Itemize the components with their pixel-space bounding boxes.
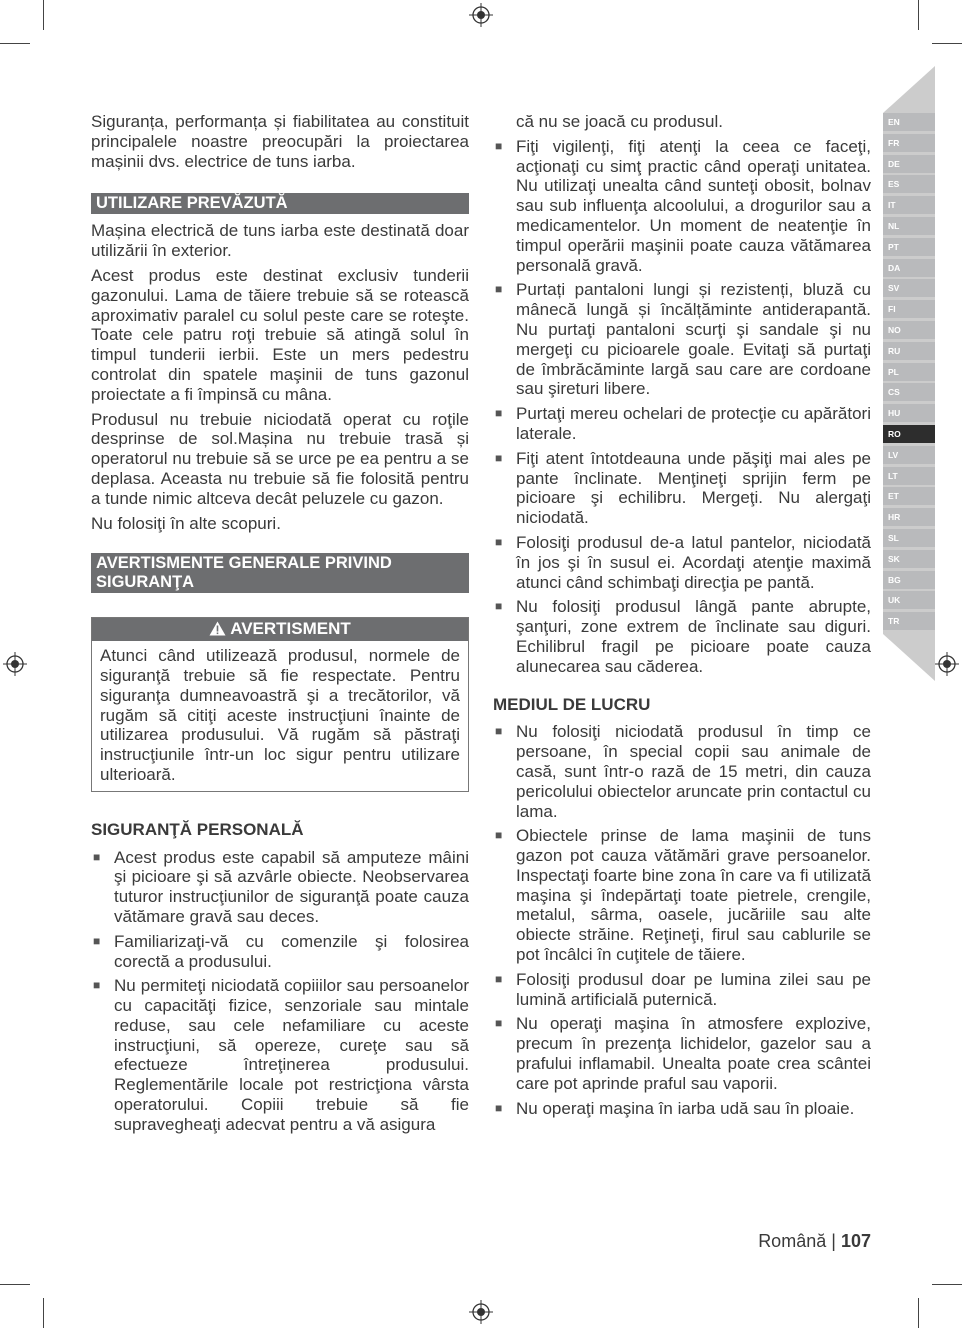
tab-da[interactable]: DA	[883, 259, 935, 277]
tab-pl[interactable]: PL	[883, 363, 935, 381]
bullet-square-icon: ■	[495, 724, 503, 739]
list-item: ■ Purtaţi mereu ochelari de protecţie cu apărători laterale.	[495, 404, 871, 443]
page-footer	[758, 1231, 871, 1252]
tab-lt[interactable]: LT	[883, 467, 935, 485]
crop-mark	[918, 0, 919, 30]
personal-safety-list-continued	[493, 137, 871, 677]
list-item: ■ Acest produs este capabil să amputeze mâini şi picioare şi să azvârle obiecte. Neobservarea tuturor instrucţiunilor de siguranţă poate cauza vătămare gravă sau deces.	[93, 847, 469, 926]
tab-no[interactable]: NO	[883, 321, 935, 339]
list-item: ■ Obiectele prinse de lama maşinii de tuns gazon pot cauza vătămări grave persoanelor. Inspectaţi foarte bine zona în care va fi utilizată maşina şi îndepărtaţi toate pietrele, crengile, metalul, sârma, oasele, jucăriile sau alte obiecte străine. Reţineţi, firul sau cablurile se pot încâlci în cuţitele de tăiere.	[495, 826, 871, 965]
bullet-square-icon: ■	[495, 138, 503, 153]
tab-tr[interactable]: TR	[883, 612, 935, 630]
tab-hu[interactable]: HU	[883, 404, 935, 422]
list-item: ■ Fiţi atent întotdeauna unde păşiţi mai ales pe pante înclinate. Menţineţi sprijin ferm pe picioare şi echilibru. Mergeţi. Nu alergaţi niciodată.	[495, 448, 871, 528]
bullet-square-icon: ■	[495, 1016, 503, 1031]
list-item: ■ Nu operaţi maşina în iarba udă sau în ploaie.	[495, 1098, 855, 1118]
bullet-square-icon: ■	[93, 933, 101, 948]
tab-pt[interactable]: PT	[883, 238, 935, 256]
list-item: ■ Nu permiteţi niciodată copiiilor sau persoanelor cu capacităţi fizice, senzoriale sau mintale reduse, sau cele nefamiliare cu aceste instrucţiuni, să opereze, cureţe sau să efectueze întreţinerea produsului. Reglementările locale pot restricţiona vârsta operatorului. Copiii trebuie să fie supravegheaţi adecvat pentru a vă asigura	[93, 976, 469, 1134]
bullet-square-icon: ■	[495, 282, 503, 297]
registration-mark-icon	[469, 1300, 493, 1324]
right-column	[493, 112, 871, 1123]
crop-mark	[932, 43, 962, 44]
continued-text: că nu se joacă cu produsul.	[516, 112, 723, 131]
bullet-square-icon: ■	[495, 599, 503, 614]
subheading-personal-safety: SIGURANŢĂ PERSONALĂ	[91, 819, 304, 839]
registration-mark-icon	[3, 652, 27, 676]
bullet-square-icon: ■	[495, 828, 503, 843]
tab-fi[interactable]: FI	[883, 300, 935, 318]
list-item: ■ Nu folosiţi produsul lângă pante abrupte, şanţuri, zone extrem de înclinate sau diguri. Echilibrul fragil pe picioare poate cauza alunecarea sau căderea.	[495, 597, 871, 676]
page-number: 107	[840, 1231, 871, 1251]
personal-safety-list	[91, 848, 469, 1135]
tab-es[interactable]: ES	[883, 175, 935, 193]
crop-mark	[932, 1284, 962, 1285]
warning-triangle-icon	[209, 621, 226, 636]
tab-sl[interactable]: SL	[883, 529, 935, 547]
list-item: ■ Familiarizaţi-vă cu comenzile şi folosirea corectă a produsului.	[93, 931, 469, 971]
bullet-square-icon: ■	[93, 849, 101, 864]
crop-mark	[43, 1298, 44, 1328]
tab-bg[interactable]: BG	[883, 571, 935, 589]
work-area-list	[493, 722, 871, 1118]
tab-fr[interactable]: FR	[883, 134, 935, 152]
footer-language: Română	[758, 1231, 827, 1251]
paragraph: Mașina electrică de tuns iarba este destinată doar utilizării în exterior.	[91, 221, 469, 261]
tab-lv[interactable]: LV	[883, 446, 935, 464]
subheading-work-area: MEDIUL DE LUCRU	[493, 694, 651, 714]
section-heading-general-warnings: AVERTISMENTE GENERALE PRIVIND SIGURANŢA	[91, 553, 469, 593]
list-item: ■ Purtați pantaloni lungi și rezistenți, bluză cu mânecă lungă și încălțăminte antiderapantă. Nu purtaţi pantaloni scurţi şi sandale şi nu mergeţi cu picioarele goale. Evitaţi să purtaţi de îmbrăcăminte largă sau care are cordoane sau şireturi libere.	[495, 280, 871, 399]
tab-ru[interactable]: RU	[883, 342, 935, 360]
bullet-square-icon: ■	[495, 406, 503, 421]
crop-mark	[43, 0, 44, 30]
tab-uk[interactable]: UK	[883, 591, 935, 609]
intro-paragraph: Siguranța, performanța și fiabilitatea au constituit principalele noastre preocupări la proiectarea mașinii dvs. electrice de tuns iarba.	[91, 112, 469, 171]
tab-de[interactable]: DE	[883, 155, 935, 173]
list-item: ■ Folosiţi produsul de-a latul pantelor, niciodată în jos şi în susul ei. Acordaţi atenţie maximă atunci când schimbaţi direcţia pe pantă.	[495, 532, 871, 592]
tab-sv[interactable]: SV	[883, 279, 935, 297]
paragraph: Acest produs este destinat exclusiv tunderii gazonului. Lama de tăiere trebuie să se rotească aproximativ paralel cu solul peste care se roteşte. Toate cele patru roţi trebuie să atingă solul în timpul tunderii ierbii. Este un mers pedestru controlat din spatele maşinii de tuns gazonul proiectate a fi împinsă cu mâna.	[91, 265, 469, 404]
registration-mark-icon	[469, 3, 493, 27]
warning-body	[92, 641, 468, 791]
tab-en[interactable]: EN	[883, 113, 935, 131]
tab-nl[interactable]: NL	[883, 217, 935, 235]
warning-text: Atunci când utilizează produsul, normele de siguranţă trebuie să fie respectate. Pentru siguranţa dumneavoastră şi a trecătorilor, vă rugăm să citiţi aceste instrucţiuni înainte de utilizarea produsului. Vă rugăm să păstraţi instrucţiunile într-un loc sigur pentru utilizare ulterioară.	[100, 646, 460, 784]
left-column	[91, 112, 469, 1140]
warning-box	[91, 617, 469, 791]
paragraph: Produsul nu trebuie niciodată operat cu roţile desprinse de sol.Mașina nu trebuie trasă și operatorul nu trebuie să se urce pe ea pentru a se deplasa. Aceasta nu trebuie să fie folosită pentru a tunde nimic altceva decât peluzele cu gazon.	[91, 409, 469, 508]
crop-mark	[0, 43, 30, 44]
tab-sk[interactable]: SK	[883, 550, 935, 568]
tab-hr[interactable]: HR	[883, 508, 935, 526]
tab-ro[interactable]: RO	[883, 425, 935, 443]
warning-header	[92, 618, 468, 641]
list-item: ■ Nu operaţi maşina în atmosfere explozive, precum în prezenţa lichidelor, gazelor sau a prafului inflamabil. Unealta poate crea scântei care pot aprinde praful sau vaporii.	[495, 1014, 871, 1093]
crop-mark	[918, 1298, 919, 1328]
tab-strip-bottom-corner	[883, 634, 935, 681]
tab-et[interactable]: ET	[883, 487, 935, 505]
bullet-square-icon: ■	[495, 534, 503, 549]
bullet-square-icon: ■	[495, 450, 503, 465]
tab-strip-top-corner	[883, 66, 935, 113]
list-item: ■ Folosiţi produsul doar pe lumina zilei sau pe lumină artificială puternică.	[495, 969, 871, 1009]
tab-it[interactable]: IT	[883, 196, 935, 214]
warning-title: AVERTISMENT	[230, 619, 351, 639]
section-heading-intended-use: UTILIZARE PREVĂZUTĂ	[91, 193, 469, 214]
registration-mark-icon	[935, 652, 959, 676]
bullet-square-icon: ■	[495, 971, 503, 986]
list-item: ■ Nu folosiţi niciodată produsul în timp ce persoane, în special copii sau animale de casă, sunt într-o rază de 15 metri, din cauza pericolului obiectelor aruncate prin contactul cu lama.	[495, 722, 871, 821]
tab-cs[interactable]: CS	[883, 383, 935, 401]
bullet-square-icon: ■	[93, 978, 101, 993]
list-item: ■ Fiţi vigilenţi, fiţi atenţi la ceea ce faceţi, acţionaţi cu simţ practic când operaţi unitatea. Nu utilizaţi unealta când sunteţi obosit, bolnav sau sub influenţa alcoolului, a drogurilor sau a medicamentelor. Un moment de neatenţie în timpul operării maşinii poate cauza vătămarea personală gravă.	[495, 136, 871, 275]
language-tabs	[883, 113, 935, 633]
paragraph: Nu folosiţi în alte scopuri.	[91, 513, 281, 533]
footer-separator: |	[831, 1231, 836, 1251]
bullet-square-icon: ■	[495, 1100, 503, 1115]
crop-mark	[0, 1284, 30, 1285]
